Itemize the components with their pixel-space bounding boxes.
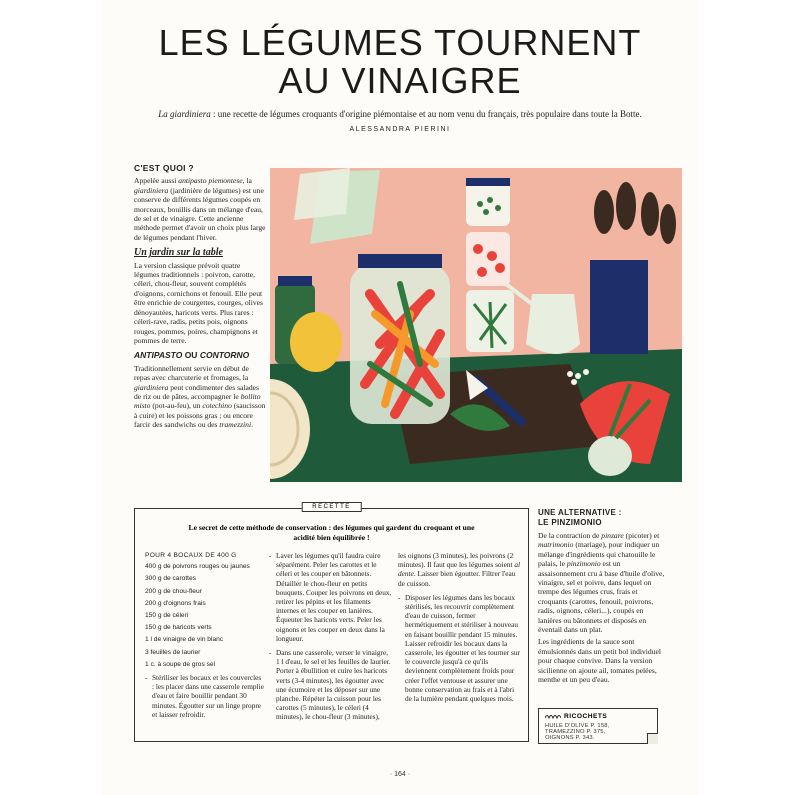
text-run-italic: antipasto piemontese [178,176,243,186]
text-run: les oignons (3 minutes), les poivrons (2 minutes). Il faut que les légumes soient [398,551,515,570]
recipe-box [134,504,529,742]
recipe-step-4: - Disposer les légumes dans les bocaux stérilisés, les recouvrir complètement d'eau de cuisson, fermer hermétiquement et stériliser à nouveau en faisant bouillir pendant 15 minutes. Laisser refroidir les bocaux dans la casserole, les égoutter et les tourner sur le couvercle jusqu'à ce qu'ils deviennent complètement froids pour créer l'effet ventouse et assurer une bonne conservation au frais et à l'abri de la lumière pendant quelques mois. [398,593,522,703]
ricochet-link[interactable]: OIGNONS P. 343. [545,735,595,741]
ingredient-item: 150 g de céleri [145,611,189,619]
ingredient-item: 1 c. à soupe de gros sel [145,660,216,668]
section-heading-jardin: Un jardin sur la table [134,247,223,259]
utensil-pot [590,260,648,354]
alternative-column [538,508,668,688]
wooden-spoon [594,190,614,234]
ricochet-link[interactable]: HUILE D'OLIVE P. 158, [545,723,610,729]
recipe-step-3: - Dans une casserole, verser le vinaigre, 1 l d'eau, le sel et les feuilles de laurier. Porter à ébullition et cuire les haricots verts (3-4 minutes), les égoutter avec une écumoire et les déposer sur une planche. Répéter la cuisson pour les carottes (5 minutes), le céleri (4 minutes), le chou-fleur (3 minutes), [269,648,393,722]
text-run-italic: bollito misto [134,391,261,411]
recipe-step-1: - Stériliser les bocaux et les couvercles : les placer dans une casserole remplie d'eau et faire bouillir pendant 30 minutes. Égoutter sur un linge propre et laisser refroidir. [145,673,265,719]
jar-peas [466,182,510,226]
alternative-heading-line-1: UNE ALTERNATIVE : [538,508,622,517]
magazine-page [102,0,698,795]
article-deck [152,109,648,119]
deck-italic: La giardiniera [158,109,211,119]
alternative-heading-line-2: LE PINZIMONIO [538,517,602,527]
pea [477,201,483,207]
recipe-step-2: - Laver les légumes qu'il faudra cuire séparément. Peler les carottes et le céleri et les couper en bâtonnets. Détailler le chou-fleur en petits bouquets. Couper les poivrons en deux, retirer les pépins et les filaments internes et les couper en lanières. Équeuter les haricots verts. Peler les oignons et les couper en deux dans la longueur. [269,551,393,643]
recipe-column-3 [398,551,522,708]
text-run: . Laisser bien égoutter. Filtrer l'eau de cuisson. [398,569,516,588]
alternative-paragraph-1 [538,531,668,634]
deck-text: : une recette de légumes croquants d'origine piémontaise et au nom venu du français, très populaire dans toute la Botte. [210,109,642,119]
text-run-italic: pinzare [601,531,624,540]
jar-peas-lid [466,178,510,186]
ricochets-heading [545,713,607,720]
peppercorn [575,373,581,379]
ricochets-box [538,708,658,744]
peppercorn [583,369,589,375]
wooden-spoon [616,182,636,230]
author-byline: ALESSANDRA PIERINI [349,126,451,133]
text-run: ANTIPASTO [134,350,183,361]
text-run: . [251,420,253,430]
text-run: (jardinière de légumes) est une conserve de différents légumes coupés en morceaux, bouillis dans un mélange d'eau, de sel et de vinaigre. Cette ancienne méthode permet d'avoir un choix plus large de légumes pendant l'hiver. [134,185,266,242]
pea [495,205,501,211]
text-run: De la contraction de [538,531,602,540]
pea [483,209,489,215]
recipe-column-1 [145,551,265,724]
text-run-italic: pinzimonio [566,559,601,569]
section-heading-antipasto [134,351,266,360]
bean [487,251,497,261]
text-run: Traditionnellement servie en début de repas avec charcuterie et fromages, la [134,363,249,383]
title-line-1: LES LÉGUMES TOURNENT [158,22,642,63]
ingredient-item: 300 g de carottes [145,575,196,583]
large-jar-clamp [358,254,442,268]
recipe-tag: RECETTE [301,502,362,512]
ingredient-item: 200 g de chou-fleur [145,587,202,595]
ingredients-title: POUR 4 BOCAUX DE 400 G [145,552,237,559]
ricochets-title: RICOCHETS [564,713,608,720]
small-jar-lid [278,276,312,286]
article-title [102,24,698,100]
ingredient-item: 3 feuilles de laurier [145,648,201,656]
text-run-italic: al dente [398,560,521,579]
fennel [588,436,632,476]
text-run-italic: tramezzini [219,420,252,430]
ricochet-wave-icon [545,713,561,719]
bean [473,244,483,254]
section-cest-quoi-text [134,176,266,242]
ingredient-item: 1 l de vinaigre de vin blanc [145,636,224,644]
title-line-2: AU VINAIGRE [278,60,522,101]
onion [290,312,342,372]
text-run: OU [182,350,200,361]
text-run-italic: cotechino [202,401,232,411]
text-run-italic: matrimonio [538,540,574,550]
section-jardin-text: La version classique prévoit quatre légumes traditionnels : poivron, carotte, céleri, chou-fleur, souvent complétés d'oignons, cornichons et fenouil. Elle peut être enrichie de courgettes, courges, olives dénoyautées, haricots verts. Plus rares : céleri-rave, radis, petits pois, oignons rouges, pommes, poires, champignons et pommes de terre. [134,260,263,345]
text-run: (saucisson à cuire) et les poissons gras ; ou encore farcir des sandwichs ou des [134,401,266,430]
cloth-napkin-fold [294,168,350,220]
recipe-intro: Le secret de cette méthode de conservation : des légumes qui gardent du croquant et une acidité bien équilibrée ! [188,523,475,542]
peppercorn [571,379,577,385]
peppercorn [567,371,573,377]
ingredient-item: 150 g de haricots verts [145,624,212,632]
section-heading-cest-quoi: C'EST QUOI ? [134,163,194,173]
text-run: (picoter) et [623,531,660,540]
text-run-italic: giardiniera [134,382,169,392]
recipe-step-3-continued [398,551,522,588]
left-column [134,164,266,436]
pea [487,197,493,203]
illustration-svg [270,164,682,482]
recipe-column-2 [269,551,393,727]
giardiniera-illustration [270,164,682,482]
text-run: CONTORNO [199,350,250,361]
text-run: (mariage), pour indiquer un mélange d'ingrédients qui chatouille le palais, le [538,540,660,569]
wooden-spoon [641,192,659,236]
ricochets-corner-fold [647,733,658,744]
alternative-heading [538,508,668,527]
wooden-spoon [660,204,676,244]
section-antipasto-text [134,364,266,430]
watering-can [526,294,580,354]
text-run: (pot-au-feu), un [150,401,203,411]
text-run: Appelée aussi [134,176,179,186]
bean [477,267,487,277]
ricochet-link[interactable]: TRAMEZZINO P. 375, [545,729,606,735]
text-run: est un assaisonnement cru à base d'huile d'olive, vinaigre, sel et poivre, dans lequel on trempe des légumes crus, frais et croquants (carottes, fenouil, poivrons, radis, oignons, céleri...), coupés en lanières ou bâtonnets et disposés en éventail dans un plat. [538,559,665,635]
text-run-italic: giardiniera [134,185,169,195]
text-run: peut condimenter des salades de riz ou de pâtes, accompagner le [134,382,260,401]
bean [495,263,505,273]
ingredient-item: 200 g d'oignons frais [145,599,206,607]
alternative-paragraph-2: Les ingrédients de la sauce sont émulsionnés dans un petit bol individuel pour chaque convive. Dans la version sicilienne on ajoute ail, tomates pelées, menthe et un peu d'eau. [538,637,661,685]
page-number: · 164 · [389,771,411,778]
text-run: , la [242,176,252,186]
ingredient-item: 400 g de poivrons rouges ou jaunes [145,563,250,571]
